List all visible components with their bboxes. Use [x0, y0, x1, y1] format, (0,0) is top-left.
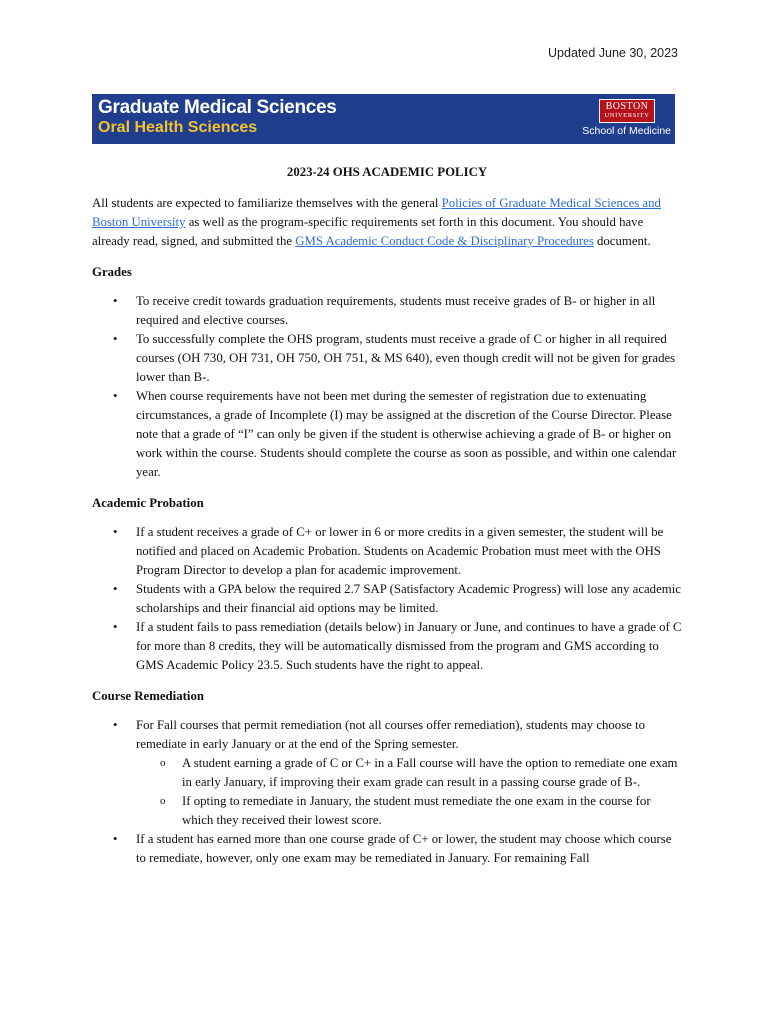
- remediation-sublist: [136, 754, 682, 830]
- document-title: 2023-24 OHS ACADEMIC POLICY: [286, 165, 488, 179]
- banner-title: Graduate Medical Sciences: [98, 97, 337, 118]
- remediation-list: [92, 716, 682, 868]
- sub-list-item: o If opting to remediate in January, the student must remediate the one exam in the course for which they received their lowest score.: [182, 792, 682, 830]
- list-item: • If a student fails to pass remediation (details below) in January or June, and continues to have a grade of C for more than 8 credits, they will be automatically dismissed from the program and GMS according to GMS Academic Policy 23.5. Such students have the right to appeal.: [136, 618, 682, 675]
- boston-university-logo: [599, 99, 655, 123]
- intro-text-2: as well as the program-specific requirements set forth in this document. You should have already read, signed, and submitted the: [92, 215, 644, 248]
- grades-list: [92, 292, 682, 482]
- conduct-code-link[interactable]: GMS Academic Conduct Code & Disciplinary Procedures: [295, 234, 594, 248]
- list-item: • To successfully complete the OHS program, students must receive a grade of C or higher in all required courses (OH 730, OH 731, OH 750, OH 751, & MS 640), even though credit will not be given for grades lower than B-.: [136, 330, 682, 387]
- list-item: • To receive credit towards graduation requirements, students must receive grades of B- or higher in all required and elective courses.: [136, 292, 682, 330]
- document-body: [92, 163, 682, 880]
- sub-list-item: o A student earning a grade of C or C+ in a Fall course will have the option to remediate one exam in early January, if improving their exam grade can result in a passing course grade of B-.: [182, 754, 682, 792]
- logo-text-top: BOSTON: [605, 101, 649, 112]
- probation-heading: Academic Probation: [92, 496, 204, 510]
- logo-text-bottom: UNIVERSITY: [604, 112, 650, 119]
- policies-link[interactable]: Policies of Graduate Medical Sciences and Boston University: [92, 196, 661, 229]
- intro-paragraph: [92, 194, 682, 251]
- remediation-heading: Course Remediation: [92, 689, 204, 703]
- list-item: • When course requirements have not been met during the semester of registration due to extenuating circumstances, a grade of Incomplete (I) may be assigned at the discretion of the Course Director. Please note that a grade of “I” can only be given if the student is otherwise achieving a grade of B- or higher on work within the course. Students should complete the course as soon as possible, and within one calendar year.: [136, 387, 682, 482]
- list-item: • Students with a GPA below the required 2.7 SAP (Satisfactory Academic Progress) will lose any academic scholarships and their financial aid options may be limited.: [136, 580, 682, 618]
- list-item: • If a student has earned more than one course grade of C+ or lower, the student may choose which course to remediate, however, only one exam may be remediated in January. For remaining Fall: [136, 830, 682, 868]
- program-banner: [92, 94, 675, 144]
- list-item: [136, 716, 682, 830]
- remediation-item-text: For Fall courses that permit remediation (not all courses offer remediation), students may choose to remediate in early January or at the end of the Spring semester.: [136, 718, 646, 751]
- list-item: • If a student receives a grade of C+ or lower in 6 or more credits in a given semester, the student will be notified and placed on Academic Probation. Students on Academic Probation must meet with the OHS Program Director to develop a plan for academic improvement.: [136, 523, 682, 580]
- school-name: School of Medicine: [582, 125, 671, 137]
- updated-date: Updated June 30, 2023: [548, 46, 678, 60]
- probation-list: [92, 523, 682, 675]
- banner-subtitle: Oral Health Sciences: [98, 119, 258, 136]
- intro-text-1: All students are expected to familiarize themselves with the general: [92, 196, 442, 210]
- grades-heading: Grades: [92, 265, 132, 279]
- intro-text-3: document.: [593, 234, 651, 248]
